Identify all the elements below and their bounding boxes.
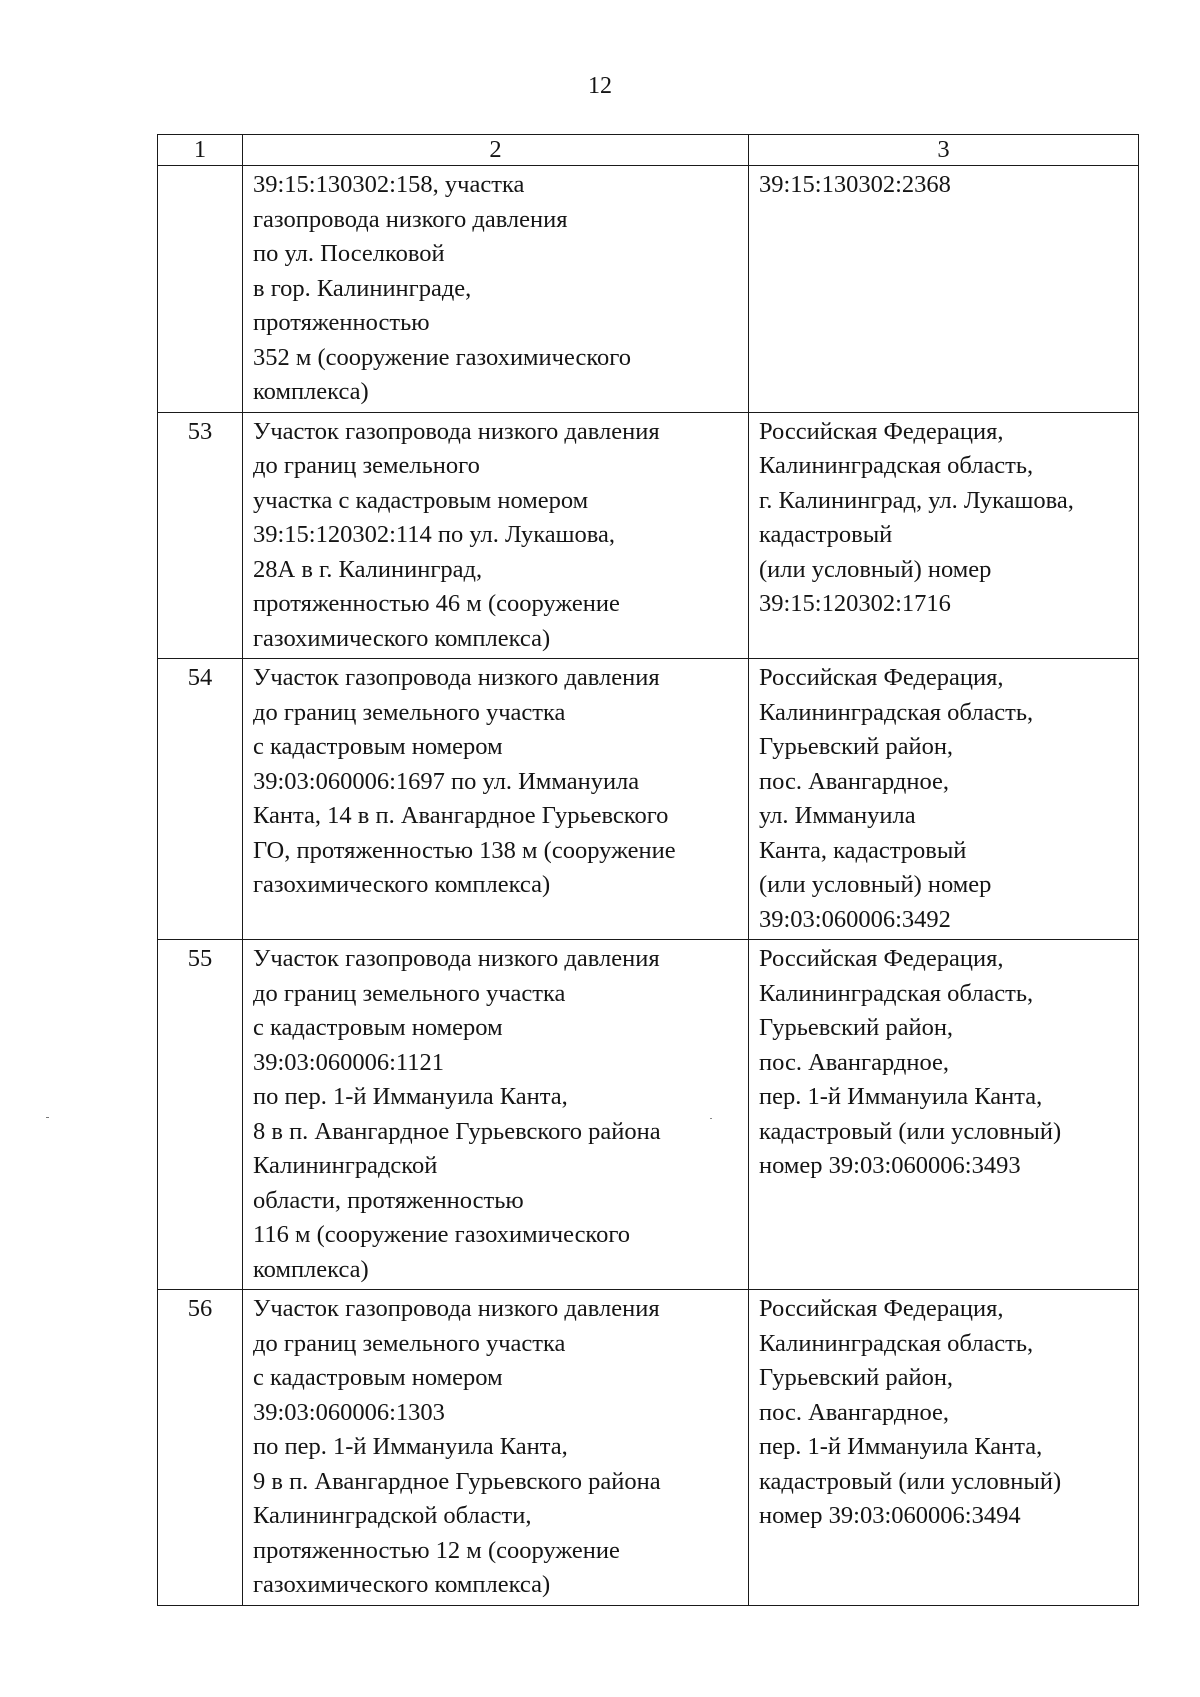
object-name-line: Участок газопровода низкого давления xyxy=(253,417,660,445)
address-cell xyxy=(749,412,1139,659)
object-name-line: газохимического комплекса) xyxy=(253,1571,551,1598)
object-name-cell xyxy=(243,166,749,413)
address-line: Калининградская область, xyxy=(759,698,1034,726)
address-line: (или условный) номер xyxy=(759,871,992,898)
object-name-line: с кадастровым номером xyxy=(253,733,503,760)
object-name-cell xyxy=(243,659,749,940)
table-row xyxy=(158,166,1139,413)
object-name-line: 9 в п. Авангардное Гурьевского района xyxy=(253,1467,661,1495)
address-cell xyxy=(749,166,1139,413)
address-line: 39:15:120302:1716 xyxy=(759,590,951,617)
address-line: пос. Авангардное, xyxy=(759,767,949,795)
address-line: пер. 1-й Иммануила Канта, xyxy=(759,1083,1043,1110)
object-name-line: Участок газопровода низкого давления xyxy=(253,945,660,972)
object-name-line: комплекса) xyxy=(253,1255,369,1283)
address-line: Калининградская область, xyxy=(759,1329,1034,1357)
address-line: пос. Авангардное, xyxy=(759,1048,949,1076)
address-line: кадастровый xyxy=(759,521,893,548)
object-name-line: с кадастровым номером xyxy=(253,1364,503,1391)
table-header-row xyxy=(158,135,1139,166)
table-row xyxy=(158,940,1139,1290)
address-line: ул. Иммануила xyxy=(759,802,916,829)
object-name-line: до границ земельного участка xyxy=(253,1329,566,1357)
row-number: 54 xyxy=(158,659,243,940)
address-line: (или условный) номер xyxy=(759,555,992,583)
object-name-line: протяженностью xyxy=(253,309,430,336)
address-line: Российская Федерация, xyxy=(759,1295,1004,1322)
object-name-line: в гор. Калининграде, xyxy=(253,274,472,302)
address-line: Российская Федерация, xyxy=(759,664,1004,691)
object-name-line: 116 м (сооружение газохимического xyxy=(253,1221,631,1248)
address-cell xyxy=(749,1290,1139,1606)
scan-speck xyxy=(46,1117,49,1118)
object-name-line: 39:15:130302:158, участка xyxy=(253,171,525,198)
header-col-2: 2 xyxy=(243,135,749,166)
address-line: пер. 1-й Иммануила Канта, xyxy=(759,1433,1043,1460)
address-line: номер 39:03:060006:3493 xyxy=(759,1152,1021,1179)
object-name-line: протяженностью 12 м (сооружение xyxy=(253,1536,620,1564)
object-name-line: протяженностью 46 м (сооружение xyxy=(253,590,620,617)
object-name-line: комплекса) xyxy=(253,378,369,405)
address-line: пос. Авангардное, xyxy=(759,1398,949,1426)
object-name-line: Участок газопровода низкого давления xyxy=(253,664,660,691)
page-number: 12 xyxy=(588,73,612,99)
address-line: Гурьевский район, xyxy=(759,733,954,760)
address-line: Российская Федерация, xyxy=(759,417,1004,445)
object-name-line: до границ земельного участка xyxy=(253,698,566,726)
address-line: г. Калининград, ул. Лукашова, xyxy=(759,486,1074,514)
object-name-line: газохимического комплекса) xyxy=(253,624,551,652)
row-number: 53 xyxy=(158,412,243,659)
address-cell xyxy=(749,659,1139,940)
address-line: Калининградская область, xyxy=(759,452,1034,479)
address-line: Гурьевский район, xyxy=(759,1364,954,1391)
object-name-line: Участок газопровода низкого давления xyxy=(253,1295,660,1322)
object-name-line: 39:03:060006:1303 xyxy=(253,1398,445,1426)
object-name-line: по пер. 1-й Иммануила Канта, xyxy=(253,1083,568,1110)
object-name-line: 39:15:120302:114 по ул. Лукашова, xyxy=(253,521,616,548)
object-name-cell xyxy=(243,1290,749,1606)
object-name-line: до границ земельного участка xyxy=(253,979,566,1007)
address-line: Российская Федерация, xyxy=(759,945,1004,972)
object-name-line: Калининградской области, xyxy=(253,1502,532,1529)
object-name-line: до границ земельного xyxy=(253,452,480,479)
object-name-line: Канта, 14 в п. Авангардное Гурьевского xyxy=(253,802,669,829)
object-name-line: 39:03:060006:1697 по ул. Иммануила xyxy=(253,767,640,795)
address-line: 39:03:060006:3492 xyxy=(759,905,951,933)
object-name-line: газохимического комплекса) xyxy=(253,871,551,898)
header-col-1: 1 xyxy=(158,135,243,166)
address-line: Гурьевский район, xyxy=(759,1014,954,1041)
object-name-line: с кадастровым номером xyxy=(253,1014,503,1041)
row-number: 56 xyxy=(158,1290,243,1606)
header-col-3: 3 xyxy=(749,135,1139,166)
address-line: Калининградская область, xyxy=(759,979,1034,1007)
object-name-line: Калининградской xyxy=(253,1152,438,1179)
object-name-line: 8 в п. Авангардное Гурьевского района xyxy=(253,1117,661,1145)
registry-table xyxy=(157,134,1139,1606)
address-line: 39:15:130302:2368 xyxy=(759,171,951,198)
address-line: кадастровый (или условный) xyxy=(759,1467,1062,1495)
address-line: Канта, кадастровый xyxy=(759,836,967,864)
object-name-cell xyxy=(243,940,749,1290)
address-line: кадастровый (или условный) xyxy=(759,1117,1062,1145)
object-name-line: 39:03:060006:1121 xyxy=(253,1048,445,1076)
object-name-line: участка с кадастровым номером xyxy=(253,486,589,514)
object-name-line: по ул. Поселковой xyxy=(253,240,445,267)
row-number: 55 xyxy=(158,940,243,1290)
row-number xyxy=(158,166,243,413)
table-row xyxy=(158,412,1139,659)
scan-speck xyxy=(710,1118,712,1119)
table-row xyxy=(158,659,1139,940)
object-name-line: газопровода низкого давления xyxy=(253,205,568,233)
address-cell xyxy=(749,940,1139,1290)
object-name-line: 352 м (сооружение газохимического xyxy=(253,343,631,371)
address-line: номер 39:03:060006:3494 xyxy=(759,1502,1021,1529)
table-row xyxy=(158,1290,1139,1606)
object-name-cell xyxy=(243,412,749,659)
object-name-line: 28А в г. Калининград, xyxy=(253,555,483,583)
object-name-line: ГО, протяженностью 138 м (сооружение xyxy=(253,836,676,864)
object-name-line: по пер. 1-й Иммануила Канта, xyxy=(253,1433,568,1460)
object-name-line: области, протяженностью xyxy=(253,1186,524,1214)
